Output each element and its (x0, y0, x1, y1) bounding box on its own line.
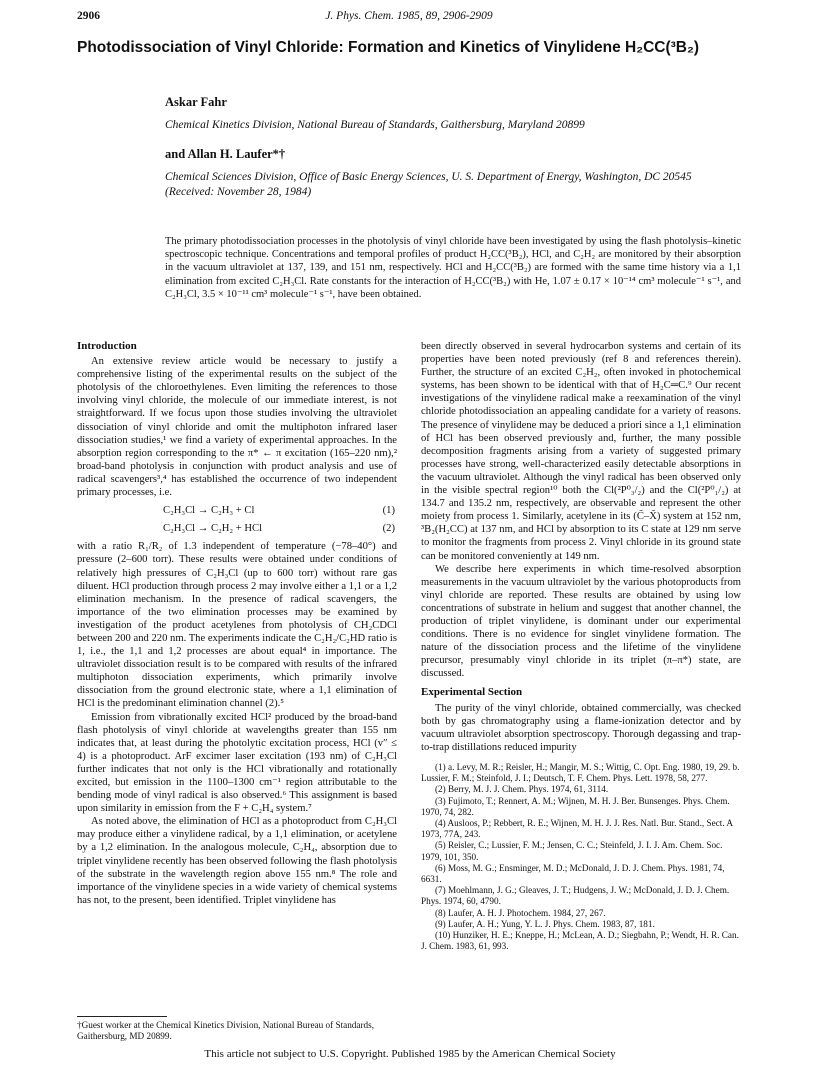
equation-1-text: C₂H₃Cl → C₂H₃ + Cl (163, 505, 255, 517)
reference-item: (10) Hunziker, H. E.; Kneppe, H.; McLean, A. D.; Siegbahn, P.; Wendt, H. R. Can. J. Chem. 1983, 61, 993. (421, 929, 739, 952)
left-column (77, 340, 397, 907)
author-affiliation-2: Chemical Sciences Division, Office of Basic Energy Sciences, U. S. Department of Energy, Washington, DC 20545 (Received: November 28, 1984) (165, 171, 692, 198)
reference-item: (4) Ausloos, P.; Rebbert, R. E.; Wijnen, M. H. J. J. Res. Natl. Bur. Stand., Sect. A 1973, 77A, 243. (421, 817, 733, 840)
intro-heading: Introduction (77, 340, 137, 352)
col2-paragraph-2: We describe here experiments in which time-resolved absorption measurements in the vacuum ultraviolet by the various photoproducts from vinyl chloride are reported. These results are obtained by using low concentrations of substrate in helium and suggest that another channel, the production of triplet vinylidene, is dominant under our experimental conditions. There is no evidence for singlet vinylidene formation. The nature of the dissociation process and the lifetime of the vinylidene precursor, presumably vinyl chloride in its triplet (π–π*) state, are discussed. (421, 563, 741, 680)
right-column (421, 340, 741, 952)
footnote: †Guest worker at the Chemical Kinetics Division, National Bureau of Standards, Gaithersburg, MD 20899. (77, 1020, 374, 1041)
col2-paragraph-1: been directly observed in several hydrocarbon systems and certain of its properties have been noted previously (ref 8 and references therein). Further, the structure of an excited C₂H₂, often invoked in photochemical systems, has been shown to be identical with that of H₂C═C.⁹ Our recent investigations of the vinylidene radical make a reexamination of the vinyl chloride photodissociation an appealing candidate for a variety of reasons. The presence of vinylidene may be deduced a priori since a 1,1 elimination of HCl has been observed previously and, further, the many possible decomposition fragments arising from a variety of suggested primary processes have strong, well-characterized easily detectable absorptions in the vacuum ultraviolet. Although the vinyl radical has been observed only in the visible spectral region¹⁰ both the Cl(²P⁰₃/₂) and the Cl(²P⁰₁/₂) at 134.7 and 135.2 nm, respectively, are observable and represent the other moiety from process 1. Similarly, acetylene in its (C̃–X̃) system at 152 nm, ³B₂(H₂CC) at 137 nm, and HCl by absorption to its C state at 129 nm serve to monitor the fragments from process 2. Vinyl chloride in its ground state can be monitored conveniently at 149 nm. (421, 341, 741, 562)
reference-list (421, 762, 741, 952)
reference-item: (6) Moss, M. G.; Ensminger, M. D.; McDonald, J. D. J. Chem. Phys. 1981, 74, 6631. (421, 862, 725, 884)
equation-2 (77, 522, 397, 535)
abstract: The primary photodissociation processes in the photolysis of vinyl chloride have been investigated by using the flash photolysis–kinetic spectroscopic technique. Concentrations and temporal profiles of product H₂CC(³B₂), HCl, and C₂H₂ are monitored by their absorption in the vacuum ultraviolet at 137, 139, and 151 nm, respectively. HCl and H₂CC(³B₂) are formed with the same time history via a 1,1 elimination from excited C₂H₃Cl. Rate constants for the interaction of H₂CC(³B₂) with He, 1.07 ± 0.17 × 10⁻¹⁴ cm³ molecule⁻¹ s⁻¹, and C₂H₃Cl, 3.5 × 10⁻¹¹ cm³ molecule⁻¹ s⁻¹, have been obtained. (165, 236, 741, 300)
reference-item: (2) Berry, M. J. J. Chem. Phys. 1974, 61, 3114. (435, 784, 609, 795)
reference-item: (1) a. Levy, M. R.; Reisler, H.; Mangir, M. S.; Wittig, C. Opt. Eng. 1980, 19, 29. b. Lussier, F. M.; Steinfold, J. I.; Deutsch, T. F. Chem. Phys. Lett. 1978, 58, 277. (421, 761, 740, 784)
equation-2-text: C₂H₃Cl → C₂H₂ + HCl (163, 523, 263, 535)
experimental-heading: Experimental Section (421, 686, 523, 699)
reference-item: (9) Laufer, A. H.; Yung, Y. L. J. Phys. Chem. 1983, 87, 181. (435, 918, 655, 929)
col2-paragraph-3: The purity of the vinyl chloride, obtained commercially, was checked both by gas chromatography using a flame-ionization detector and by vacuum ultraviolet absorption spectroscopy. Thorough degassing and trap-to-trap distillations reduced impurity (421, 702, 741, 753)
intro-paragraph-2: with a ratio R₁/R₂ of 1.3 independent of temperature (−78–40°) and pressure (2–600 torr). These results were obtained under conditions of relatively high pressures of C₂H₃Cl (up to 600 torr) without rare gas diluent. HCl production through process 2 may involve either a 1,1 or a 1,2 elimination mechanism. In the presence of radical scavengers, the importance of the two elimination processes may be examined by investigation of the product acetylenes from photolysis of CH₂CDCl between 200 and 220 nm. The experiments indicate the C₂H₂/C₂HD ratio is 1, i.e., the 1,1 and 1,2 processes are about equal⁴ in importance. The ultraviolet dissociation result is to be compared with results of the infrared multiphoton dissociation experiments, which primarily involve dissociation from the ground electronic state, where a 1,1 elimination of HCl is the predominant elimination channel (2).⁵ (77, 541, 397, 710)
equation-2-number: (2) (382, 523, 395, 535)
footnote-divider (77, 1016, 167, 1017)
article-title: Photodissociation of Vinyl Chloride: Formation and Kinetics of Vinylidene H₂CC(³B₂) (77, 39, 700, 56)
equation-1 (77, 504, 397, 517)
reference-item: (5) Reisler, C.; Lussier, F. M.; Jensen, C. C.; Steinfeld, J. I. J. Am. Chem. Soc. 1979, 101, 350. (421, 840, 723, 862)
author-name-2: and Allan H. Laufer*† (165, 147, 286, 161)
running-header (77, 10, 741, 26)
reference-item: (8) Laufer, A. H. J. Photochem. 1984, 27, 267. (435, 907, 606, 918)
author-name-1: Askar Fahr (165, 95, 227, 109)
copyright-footer: This article not subject to U.S. Copyright. Published 1985 by the American Chemical Society (204, 1048, 616, 1060)
reference-item: (3) Fujimoto, T.; Rennert, A. M.; Wijnen, M. H. J. Ber. Bunsenges. Phys. Chem. 1970, 74, 282. (421, 795, 730, 817)
author-affiliation-1: Chemical Kinetics Division, National Bureau of Standards, Gaithersburg, Maryland 20899 (165, 119, 585, 131)
reference-item: (7) Moehlmann, J. G.; Gleaves, J. T.; Hudgens, J. W.; McDonald, J. D. J. Chem. Phys. 1974, 60, 4790. (421, 885, 730, 907)
intro-paragraph-4: As noted above, the elimination of HCl as a photoproduct from C₂H₃Cl may produce either a vinylidene radical, by a 1,1 elimination, or acetylene by a 1,2 elimination. In the analogous molecule, C₂H₄, absorption due to triplet vinylidene recently has been observed following the flash photolysis of the substrate in the wavelength region above 155 nm.⁸ The role and importance of the vinylidene species in a wide variety of chemical systems has not, to the present, been identified. Triplet vinylidene has (77, 816, 397, 906)
intro-paragraph-1: An extensive review article would be necessary to justify a comprehensive listing of the experimental results on the subject of the photolysis of the chloroethylenes. Even limiting the references to those involving vinyl chloride, the molecule of our immediate interest, is not straightforward. If we focus upon those studies involving the ultraviolet dissociation of vinyl chloride and omit the multiphoton infrared laser dissociation studies,¹ we find a variety of experimental approaches. In the absorption region corresponding to the π* ← π excitation (165–220 nm),² broad-band photolysis in conjunction with product analysis and use of radical scavengers³,⁴ has established the occurrence of two independent primary processes, i.e. (77, 356, 397, 499)
journal-citation: J. Phys. Chem. 1985, 89, 2906-2909 (325, 10, 493, 22)
equation-1-number: (1) (382, 505, 395, 517)
page-number: 2906 (77, 10, 100, 22)
intro-paragraph-3: Emission from vibrationally excited HCl² produced by the broad-band flash photolysis of vinyl chloride at wavelengths greater than 155 nm indicates that, at least during the photolytic excitation process, HCl (v″ ≤ 4) is a photoproduct. ArF excimer laser excitation (193 nm) of C₂H₃Cl further indicates that not only is the HCl vibrationally and rotationally excited, but emission in the 1100–1300 cm⁻¹ region attributable to the bending mode of vinyl radical is also observed.⁶ This assignment is based upon similarity in emission from the F + C₂H₄ system.⁷ (77, 711, 397, 815)
